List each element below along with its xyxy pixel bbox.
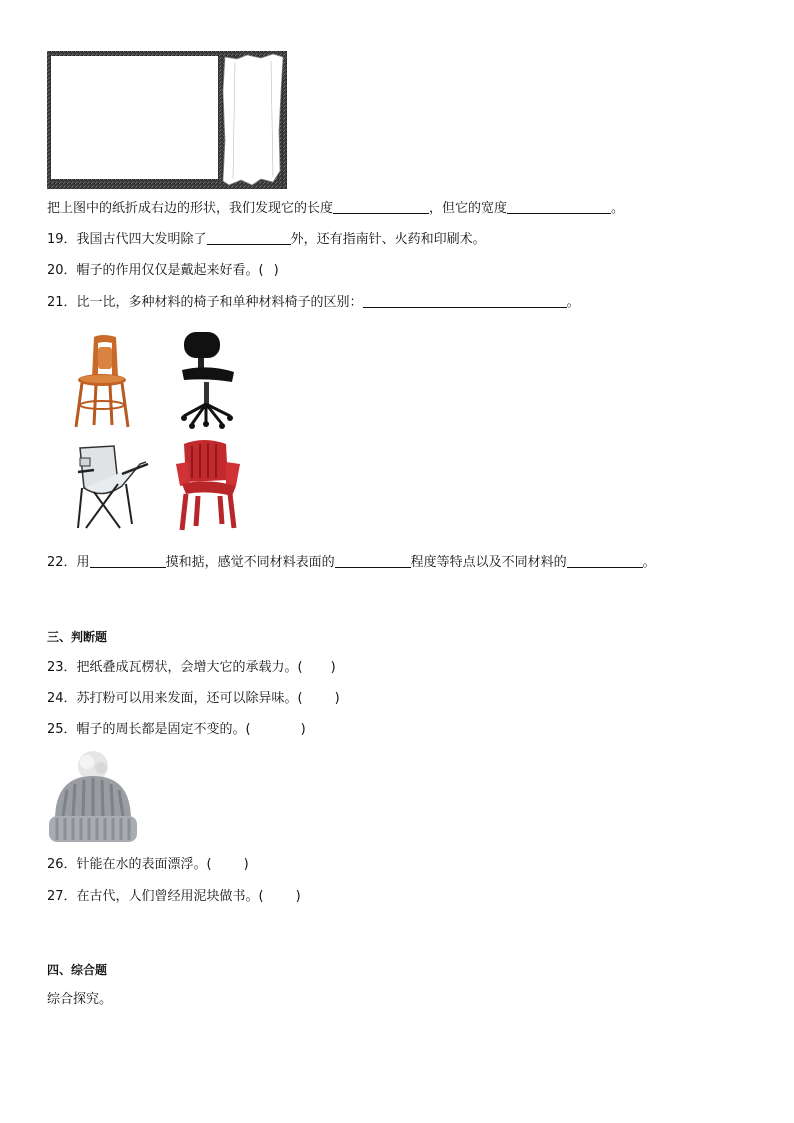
q24-text: 苏打粉可以用来发面，还可以除异味。( [76, 691, 303, 706]
q25-number: 25． [47, 722, 77, 737]
q22-number: 22． [47, 555, 77, 570]
office-chair-image [178, 330, 238, 430]
paper-fold-figure [47, 51, 287, 189]
q19-text-a: 我国古代四大发明除了 [76, 232, 207, 247]
q23-number: 23． [47, 660, 77, 675]
q18-text-c: 。 [611, 201, 625, 216]
question-23 [47, 659, 336, 677]
q26-text: 针能在水的表面漂浮。( [76, 857, 212, 872]
q22-blank-1[interactable] [90, 554, 166, 568]
q22-text-b: 摸和掂，感觉不同材料表面的 [165, 555, 335, 570]
question-21 [47, 294, 580, 312]
folding-camping-chair-image [74, 444, 150, 530]
q23-text: 把纸叠成瓦楞状，会增大它的承载力。( [76, 660, 303, 675]
closing-text: 综合探究。 [47, 992, 113, 1007]
knit-hat-image [47, 750, 139, 846]
question-22 [47, 554, 656, 572]
q26-number: 26． [47, 857, 77, 872]
q24-number: 24． [47, 691, 77, 706]
q20-text: 帽子的作用仅仅是戴起来好看。( [76, 263, 264, 278]
q22-blank-3[interactable] [567, 554, 643, 568]
q24-close: ) [334, 691, 340, 706]
q22-text-c: 程度等特点以及不同材料的 [410, 555, 567, 570]
q25-text: 帽子的周长都是固定不变的。( [76, 722, 251, 737]
q21-text: 比一比，多种材料的椅子和单种材料椅子的区别： [76, 295, 363, 310]
q25-close: ) [300, 722, 306, 737]
question-26 [47, 856, 249, 874]
q21-number: 21． [47, 295, 77, 310]
question-20 [47, 262, 279, 280]
question-25 [47, 721, 306, 739]
q18-width-blank[interactable] [507, 200, 611, 214]
q18-text-b: ，但它的宽度 [429, 201, 508, 216]
q18-text-a: 把上图中的纸折成右边的形状，我们发现它的长度 [47, 201, 334, 216]
q18-length-blank[interactable] [333, 200, 429, 214]
question-18-text [47, 200, 624, 218]
q19-text-b: 外，还有指南针、火药和印刷术。 [290, 232, 486, 247]
q22-blank-2[interactable] [335, 554, 411, 568]
q27-close: ) [295, 889, 301, 904]
plastic-chair-image [174, 438, 242, 532]
question-24 [47, 690, 340, 708]
section-3-heading: 三、判断题 [47, 630, 108, 644]
q21-blank[interactable] [363, 294, 567, 308]
q23-close: ) [330, 660, 336, 675]
q26-close: ) [243, 857, 249, 872]
q19-blank[interactable] [207, 231, 291, 245]
q27-text: 在古代，人们曾经用泥块做书。( [76, 889, 264, 904]
paper-fold-image [47, 51, 287, 189]
q19-number: 19． [47, 232, 77, 247]
question-27 [47, 888, 301, 906]
wooden-chair-image [72, 333, 132, 429]
q27-number: 27． [47, 889, 77, 904]
q20-close: ) [273, 263, 279, 278]
q22-text-a: 用 [76, 555, 90, 570]
q20-number: 20． [47, 263, 77, 278]
q21-end: 。 [566, 295, 580, 310]
question-19 [47, 231, 486, 249]
section-4-heading: 四、综合题 [47, 963, 108, 977]
q22-text-d: 。 [642, 555, 656, 570]
